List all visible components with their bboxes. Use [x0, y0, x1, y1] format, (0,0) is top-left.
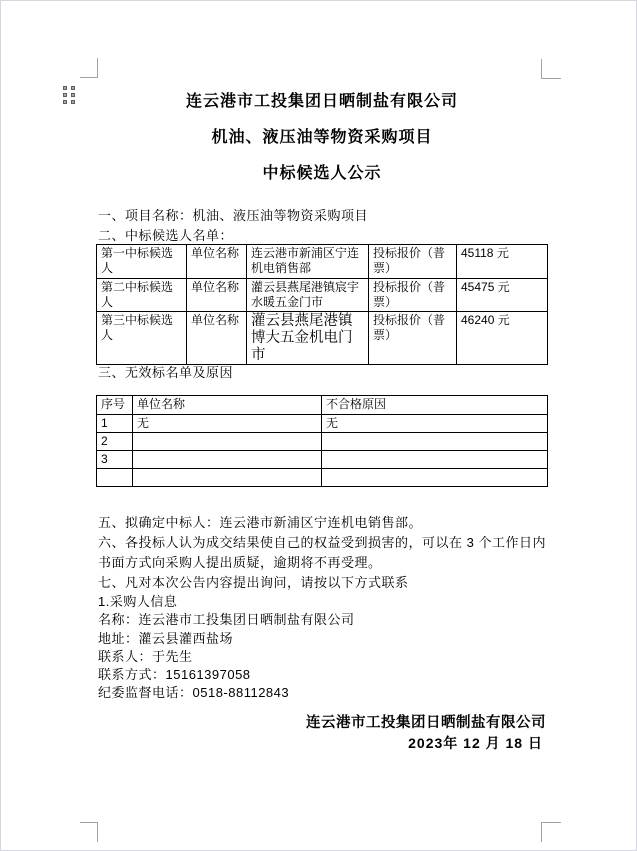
unit-cell: 无 [133, 415, 322, 433]
crop-mark-bottom-right-icon [541, 822, 561, 842]
reason-cell [322, 451, 548, 469]
header-unit-cell: 单位名称 [133, 396, 322, 415]
price-value-cell: 46240 元 [457, 312, 548, 365]
candidate-rank-cell: 第三中标候选人 [97, 312, 187, 365]
dot-icon [71, 100, 75, 104]
invalid-table-row-3 [97, 451, 548, 469]
unit-cell [133, 469, 322, 487]
dot-icon [63, 93, 67, 97]
paragraph-supervise-phone: 纪委监督电话：0518-88112843 [98, 685, 290, 700]
paragraph-winner: 五、拟确定中标人：连云港市新浦区宁连机电销售部。 [98, 515, 423, 530]
header-reason-cell: 不合格原因 [322, 396, 548, 415]
index-cell [97, 469, 133, 487]
header-index-cell: 序号 [97, 396, 133, 415]
footer-company-signature: 连云港市工投集团日晒制盐有限公司 [306, 715, 546, 731]
candidates-table [96, 244, 548, 365]
document-title-company: 连云港市工投集团日晒制盐有限公司 [185, 93, 458, 110]
unit-cell [133, 433, 322, 451]
paragraph-invalid-heading: 三、无效标名单及原因 [98, 365, 234, 380]
crop-mark-top-left-icon [80, 58, 98, 78]
crop-mark-top-right-icon [541, 59, 561, 79]
index-cell: 3 [97, 451, 133, 469]
dot-icon [63, 100, 67, 104]
unit-label-cell: 单位名称 [187, 312, 247, 365]
price-label-cell: 投标报价（普票） [369, 312, 457, 365]
dot-icon [71, 93, 75, 97]
reason-cell: 无 [322, 415, 548, 433]
unit-name-cell: 灌云县燕尾港镇宸宇水暖五金门市 [247, 279, 369, 312]
drag-handle-icon[interactable] [63, 86, 75, 104]
unit-cell [133, 451, 322, 469]
invalid-table-header-row [97, 396, 548, 415]
invalid-table-row-1 [97, 415, 548, 433]
paragraph-objection: 六、各投标人认为成交结果使自己的权益受到损害的，可以在 3 个工作日内书面方式向采购人提出质疑，逾期将不再受理。 [98, 535, 546, 570]
candidates-table-row-3 [97, 312, 548, 365]
candidate-rank-cell: 第二中标候选人 [97, 279, 187, 312]
dot-icon [63, 86, 67, 90]
document-title-notice: 中标候选人公示 [262, 165, 382, 182]
footer-date: 2023年 12 月 18 日 [408, 735, 543, 751]
paragraph-contact-person: 联系人：于先生 [98, 649, 193, 664]
paragraph-inquiry: 七、凡对本次公告内容提出询问，请按以下方式联系 [98, 575, 409, 590]
invalid-bids-table [96, 395, 548, 487]
document-title-project: 机油、液压油等物资采购项目 [211, 129, 433, 146]
candidates-table-row-2 [97, 279, 548, 312]
price-label-cell: 投标报价（普票） [369, 279, 457, 312]
unit-name-cell: 灌云县燕尾港镇博大五金机电门市 [247, 312, 369, 365]
candidate-rank-cell: 第一中标候选人 [97, 245, 187, 279]
reason-cell [322, 469, 548, 487]
paragraph-candidates-heading: 二、中标候选人名单： [98, 228, 234, 243]
index-cell: 1 [97, 415, 133, 433]
price-label-cell: 投标报价（普票） [369, 245, 457, 279]
paragraph-project-name: 一、项目名称：机油、液压油等物资采购项目 [98, 208, 369, 223]
paragraph-contact-phone: 联系方式：15161397058 [98, 667, 251, 682]
index-cell: 2 [97, 433, 133, 451]
dot-icon [71, 86, 75, 90]
unit-name-cell: 连云港市新浦区宁连机电销售部 [247, 245, 369, 279]
price-value-cell: 45118 元 [457, 245, 548, 279]
paragraph-buyer-address: 地址：灌云县灌西盐场 [98, 631, 234, 646]
price-value-cell: 45475 元 [457, 279, 548, 312]
invalid-table-row-4 [97, 469, 548, 487]
unit-label-cell: 单位名称 [187, 279, 247, 312]
invalid-table-row-2 [97, 433, 548, 451]
paragraph-buyer-heading: 1.采购人信息 [98, 594, 178, 609]
unit-label-cell: 单位名称 [187, 245, 247, 279]
reason-cell [322, 433, 548, 451]
paragraph-buyer-name: 名称：连云港市工投集团日晒制盐有限公司 [98, 612, 355, 627]
candidates-table-row-1 [97, 245, 548, 279]
crop-mark-bottom-left-icon [80, 822, 98, 842]
